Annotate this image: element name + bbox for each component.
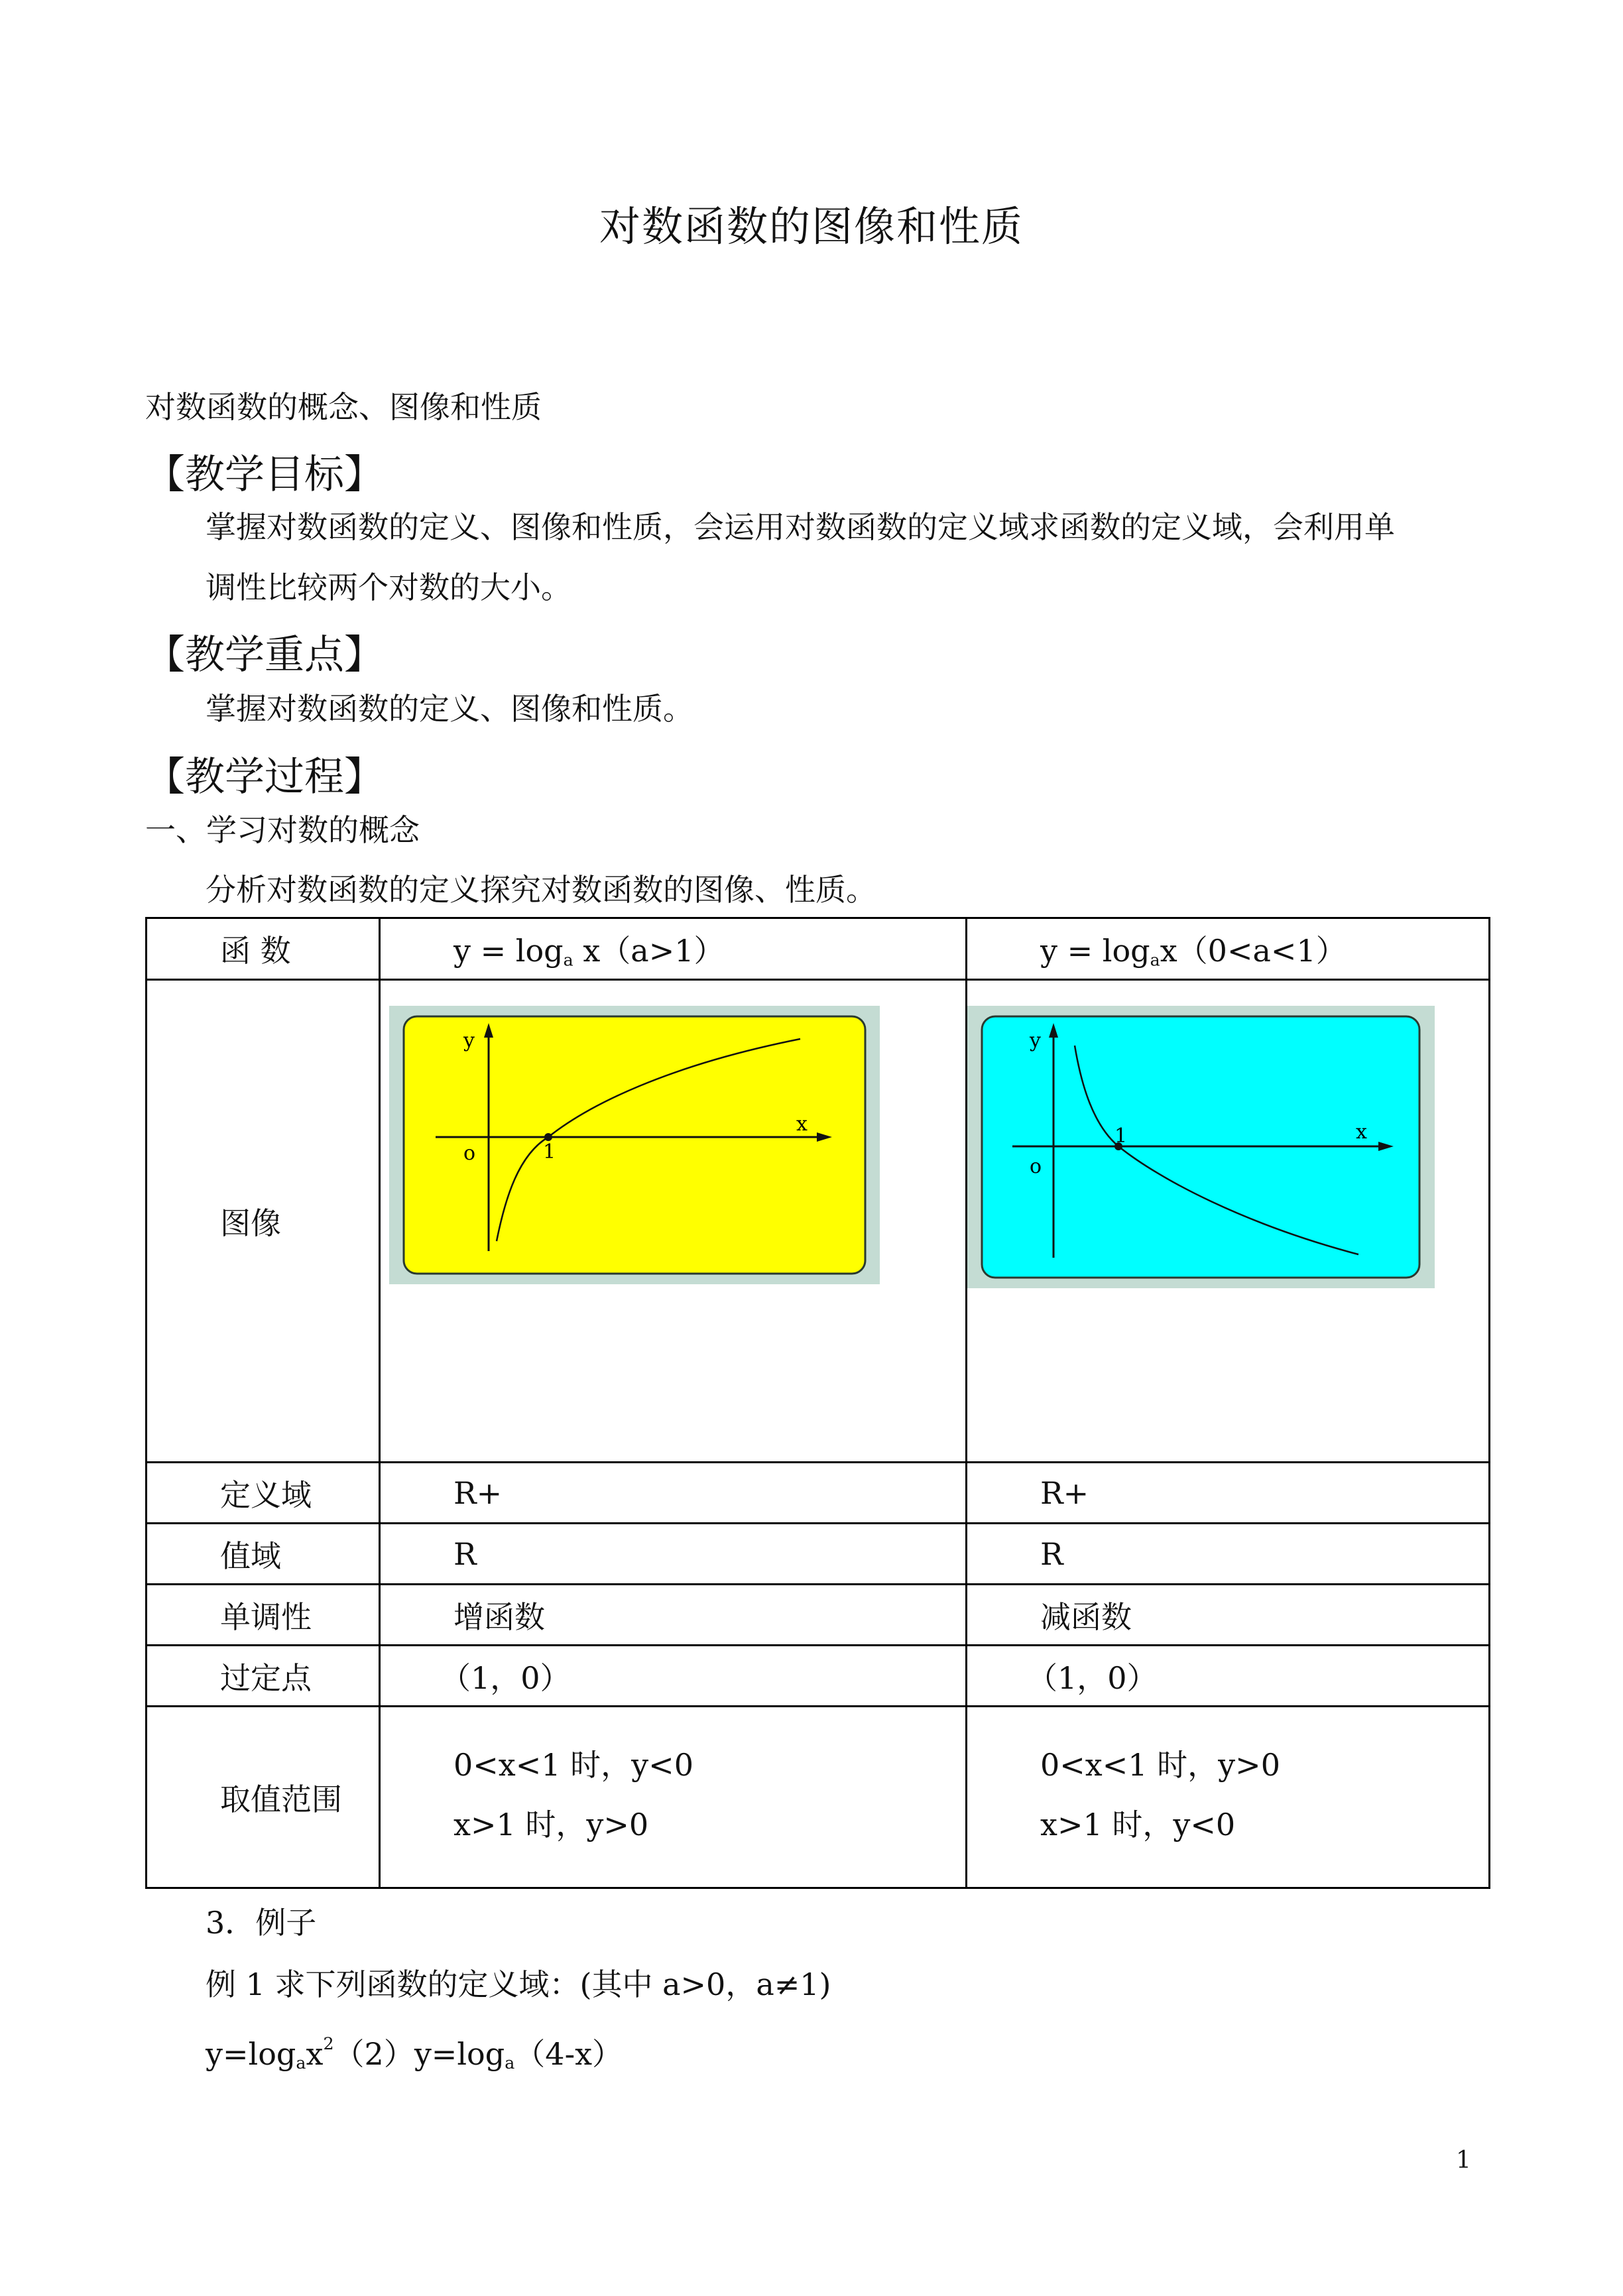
- row-mono-label-cell: [147, 1585, 380, 1646]
- graph-a-y-label: y: [463, 1029, 475, 1052]
- value-range-a-line1: 0<x<1 时，y<0: [453, 1747, 693, 1783]
- row-mono-a: 增函数: [453, 1599, 545, 1635]
- formula-a-sub: a: [563, 950, 573, 970]
- graph-b-cell: [967, 980, 1490, 1463]
- formula-b-suffix: x（0<a<1）: [1160, 933, 1347, 969]
- expr1-sub: a: [296, 2053, 306, 2073]
- graph-b-x-label: x: [1356, 1120, 1367, 1144]
- graph-a-cell: [380, 980, 967, 1463]
- table-row-range: [147, 1524, 1490, 1585]
- page-title: 对数函数的图像和性质: [599, 202, 1024, 251]
- row-domain-label-cell: [147, 1463, 380, 1524]
- graph-a-origin-label: o: [463, 1142, 476, 1165]
- header-label-cell: [147, 918, 380, 980]
- formula-b-prefix: y = log: [1040, 933, 1150, 969]
- row-point-b: （1，0）: [1027, 1660, 1158, 1696]
- row-mono-b-cell: [967, 1585, 1490, 1646]
- row-domain-a: R+: [453, 1475, 503, 1511]
- row-point-a-cell: [380, 1646, 967, 1707]
- objectives-text-line2: 调性比较两个对数的大小。: [206, 570, 571, 605]
- row-value-range-label: 取值范围: [220, 1781, 342, 1817]
- row-point-label: 过定点: [220, 1660, 312, 1696]
- graph-b-one-label: 1: [1114, 1124, 1128, 1148]
- graph-row-label: 图像: [220, 1205, 281, 1241]
- value-range-b-line2: x>1 时，y<0: [1040, 1807, 1236, 1843]
- page-number: 1: [1456, 2147, 1471, 2174]
- keypoints-heading: 【教学重点】: [145, 632, 384, 678]
- row-range-a: R: [453, 1536, 477, 1572]
- example1-text: 例 1 求下列函数的定义域：(其中 a>0，a≠1): [206, 1966, 831, 2002]
- row-mono-label: 单调性: [220, 1599, 312, 1635]
- graph-a-x-label: x: [796, 1113, 808, 1136]
- graph-label-cell: [147, 980, 380, 1463]
- expr2-sub: a: [505, 2053, 515, 2073]
- row-range-b: R: [1040, 1536, 1063, 1572]
- process-heading: 【教学过程】: [145, 754, 384, 800]
- properties-table: [145, 917, 1490, 1889]
- graph-a-one-label: 1: [543, 1140, 556, 1164]
- table-row-domain: [147, 1463, 1490, 1524]
- objectives-heading: 【教学目标】: [145, 452, 384, 498]
- row-value-range-a-cell: [380, 1707, 967, 1888]
- row-domain-b: R+: [1040, 1475, 1089, 1511]
- example1-expressions: [206, 2024, 623, 2083]
- row-point-a: （1，0）: [440, 1660, 571, 1696]
- row-value-range-b-cell: [967, 1707, 1490, 1888]
- value-range-a-line2: x>1 时，y>0: [453, 1807, 649, 1843]
- subtitle: 对数函数的概念、图像和性质: [145, 389, 542, 425]
- formula-a-prefix: y = log: [453, 933, 564, 969]
- row-range-label: 值域: [220, 1538, 281, 1574]
- expr1-sup: 2: [323, 2034, 334, 2053]
- row-domain-b-cell: [967, 1463, 1490, 1524]
- row-range-a-cell: [380, 1524, 967, 1585]
- formula-a-suffix: x（a>1）: [573, 933, 725, 969]
- graph-a-log-increasing: [389, 1006, 880, 1284]
- examples-heading: 3．例子: [206, 1905, 317, 1941]
- row-range-label-cell: [147, 1524, 380, 1585]
- row-value-range-label-cell: [147, 1707, 380, 1888]
- table-row-fixed-point: [147, 1646, 1490, 1707]
- row-point-label-cell: [147, 1646, 380, 1707]
- row-mono-a-cell: [380, 1585, 967, 1646]
- table-row-monotonicity: [147, 1585, 1490, 1646]
- header-formula-b: [967, 927, 1488, 971]
- formula-b-sub: a: [1150, 950, 1160, 970]
- graph-b-log-decreasing: [967, 1006, 1435, 1288]
- objectives-text-line1: 掌握对数函数的定义、图像和性质，会运用对数函数的定义域求函数的定义域，会利用单: [206, 509, 1395, 545]
- expr1-base: x: [306, 2035, 324, 2072]
- graph-b-y-label: y: [1030, 1029, 1041, 1052]
- graph-b-origin-label: o: [1030, 1155, 1042, 1178]
- header-formula-a: [381, 927, 965, 971]
- expr1-prefix: y=log: [206, 2035, 296, 2072]
- row-mono-b: 减函数: [1040, 1599, 1132, 1635]
- header-col-a: [380, 918, 967, 980]
- row-point-b-cell: [967, 1646, 1490, 1707]
- row-range-b-cell: [967, 1524, 1490, 1585]
- header-col-b: [967, 918, 1490, 980]
- header-label: 函 数: [220, 933, 291, 969]
- part1-text: 分析对数函数的定义探究对数函数的图像、性质。: [206, 872, 876, 908]
- table-row-value-range: [147, 1707, 1490, 1888]
- table-header-row: [147, 918, 1490, 980]
- graph-row: [147, 980, 1490, 1463]
- expr2-prefix: （2）y=log: [333, 2035, 505, 2072]
- keypoints-text: 掌握对数函数的定义、图像和性质。: [206, 691, 693, 727]
- value-range-b-line1: 0<x<1 时，y>0: [1040, 1747, 1280, 1783]
- row-domain-label: 定义域: [220, 1477, 312, 1513]
- expr2-suffix: （4-x）: [514, 2035, 623, 2072]
- row-domain-a-cell: [380, 1463, 967, 1524]
- part1-heading: 一、学习对数的概念: [145, 812, 420, 848]
